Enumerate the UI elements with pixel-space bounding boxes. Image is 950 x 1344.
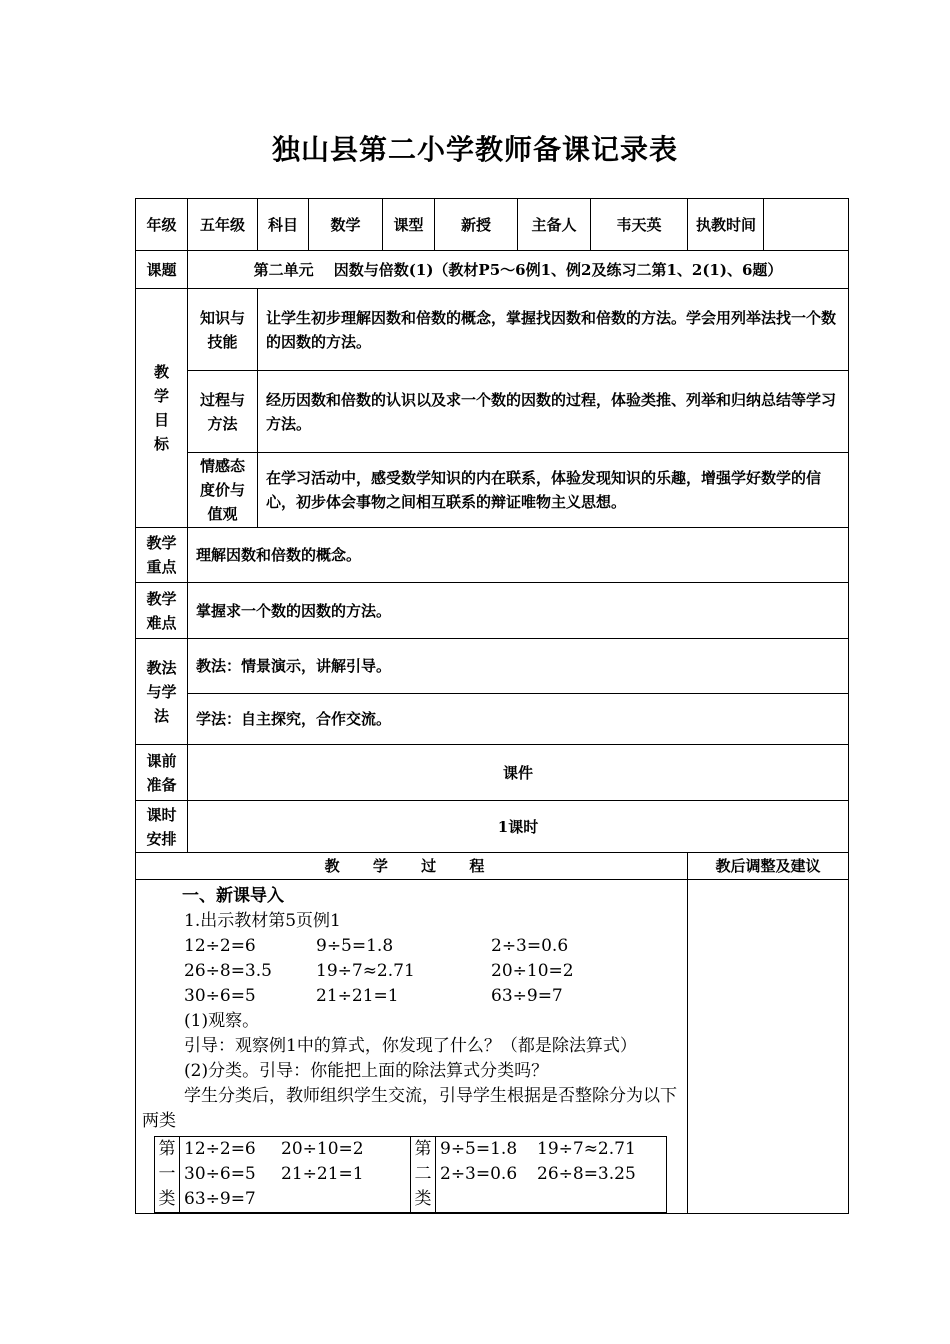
example-line: 1.出示教材第5页例1	[184, 911, 341, 931]
lesson-type-label: 课型	[383, 199, 435, 251]
equation-row: 30÷6=5 21÷21=1 63÷9=7	[184, 986, 563, 1006]
lesson-type-value: 新授	[435, 199, 518, 251]
lesson-plan-table	[135, 198, 849, 1214]
learning-method-text: 学法：自主探究，合作交流。	[188, 694, 849, 745]
equation-row: 12÷2=6 9÷5=1.8 2÷3=0.6	[184, 936, 569, 956]
subject-label: 科目	[258, 199, 309, 251]
difficulty-label: 教学难点	[136, 583, 188, 639]
lead-teacher-value: 韦天英	[591, 199, 688, 251]
grade-label: 年级	[136, 199, 188, 251]
classify-step: (2)分类。引导：你能把上面的除法算式分类吗？	[184, 1061, 549, 1081]
class1-label: 第一类	[155, 1137, 180, 1213]
section-heading: 一、新课导入	[182, 886, 284, 906]
notes-header: 教后调整及建议	[688, 853, 849, 880]
key-point-label: 教学重点	[136, 528, 188, 583]
goal-label-process: 过程与方法	[188, 371, 258, 453]
subject-value: 数学	[309, 199, 383, 251]
guide-text: 引导：观察例1中的算式，你发现了什么？（都是除法算式）	[184, 1036, 637, 1056]
schedule-text: 1课时	[188, 801, 849, 853]
class1-equations: 12÷2=6 20÷10=2 30÷6=5 21÷21=1 63÷9=7	[180, 1137, 411, 1213]
goal-label-knowledge: 知识与技能	[188, 289, 258, 371]
classification-table	[154, 1136, 667, 1213]
grade-value: 五年级	[188, 199, 258, 251]
prep-text: 课件	[188, 745, 849, 801]
teaching-method-text: 教法：情景演示，讲解引导。	[188, 639, 849, 694]
class2-label: 第二类	[411, 1137, 436, 1213]
topic-label: 课题	[136, 251, 188, 289]
classify-explanation: 学生分类后，教师组织学生交流，引导学生根据是否整除分为以下两类	[142, 1086, 677, 1131]
goal-label-attitude: 情感态度价与值观	[188, 453, 258, 528]
methods-label: 教法与学法	[136, 639, 188, 745]
difficulty-text: 掌握求一个数的因数的方法。	[188, 583, 849, 639]
goals-label: 教学目标	[136, 289, 188, 528]
equation-row: 26÷8=3.5 19÷7≈2.71 20÷10=2	[184, 961, 574, 981]
teaching-time-value	[764, 199, 849, 251]
goal-text-attitude: 在学习活动中，感受数学知识的内在联系，体验发现知识的乐趣，增强学好数学的信心，初步体会事物之间相互联系的辩证唯物主义思想。	[258, 453, 849, 528]
process-header: 教 学 过 程	[136, 853, 688, 880]
lead-teacher-label: 主备人	[518, 199, 591, 251]
topic-row	[136, 251, 849, 289]
process-content	[136, 880, 688, 1214]
topic-value: 第二单元 因数与倍数(1)（教材P5～6例1、例2及练习二第1、2(1)、6题）	[188, 251, 849, 289]
observe-step: (1)观察。	[184, 1011, 260, 1031]
class2-equations: 9÷5=1.8 19÷7≈2.71 2÷3=0.6 26÷8=3.25	[436, 1137, 667, 1213]
notes-content	[688, 880, 849, 1214]
goal-text-process: 经历因数和倍数的认识以及求一个数的因数的过程，体验类推、列举和归纳总结等学习方法。	[258, 371, 849, 453]
goal-text-knowledge: 让学生初步理解因数和倍数的概念，掌握找因数和倍数的方法。学会用列举法找一个数的因数的方法。	[258, 289, 849, 371]
teaching-time-label: 执教时间	[688, 199, 764, 251]
prep-label: 课前准备	[136, 745, 188, 801]
key-point-text: 理解因数和倍数的概念。	[188, 528, 849, 583]
schedule-label: 课时安排	[136, 801, 188, 853]
page-title: 独山县第二小学教师备课记录表	[271, 133, 678, 166]
header-row	[136, 199, 849, 251]
